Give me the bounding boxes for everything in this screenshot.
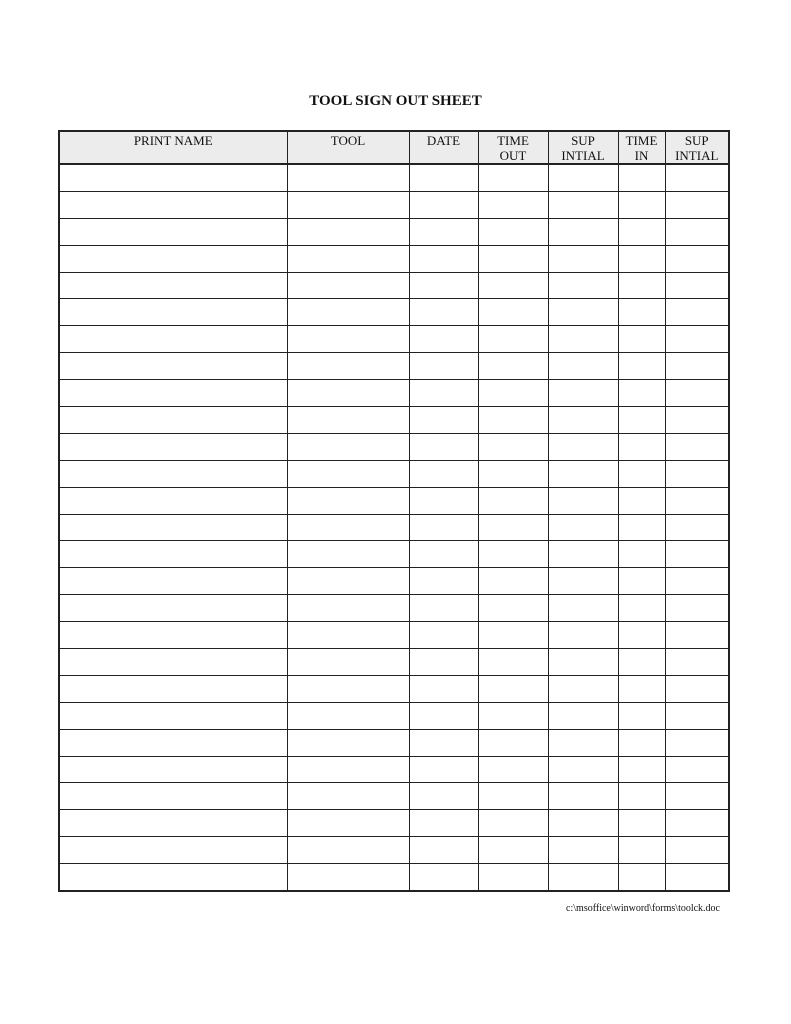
entry-cell[interactable] [478, 191, 548, 218]
entry-cell[interactable] [287, 380, 409, 407]
entry-cell[interactable] [548, 299, 618, 326]
entry-cell[interactable] [665, 622, 729, 649]
entry-cell[interactable] [409, 837, 478, 864]
entry-cell[interactable] [478, 218, 548, 245]
entry-cell[interactable] [618, 514, 665, 541]
entry-cell[interactable] [59, 595, 287, 622]
entry-cell[interactable] [59, 514, 287, 541]
entry-cell[interactable] [618, 622, 665, 649]
entry-cell[interactable] [548, 622, 618, 649]
entry-cell[interactable] [409, 487, 478, 514]
table-row [59, 541, 729, 568]
entry-cell[interactable] [59, 541, 287, 568]
entry-cell[interactable] [478, 568, 548, 595]
entry-cell[interactable] [409, 568, 478, 595]
entry-cell[interactable] [665, 837, 729, 864]
entry-cell[interactable] [548, 675, 618, 702]
entry-cell[interactable] [59, 649, 287, 676]
entry-cell[interactable] [59, 433, 287, 460]
entry-cell[interactable] [548, 649, 618, 676]
entry-cell[interactable] [409, 810, 478, 837]
entry-cell[interactable] [409, 541, 478, 568]
entry-cell[interactable] [409, 729, 478, 756]
entry-cell[interactable] [548, 783, 618, 810]
entry-cell[interactable] [478, 272, 548, 299]
entry-cell[interactable] [665, 756, 729, 783]
header-label: DATE [426, 133, 461, 148]
entry-cell[interactable] [548, 487, 618, 514]
entry-cell[interactable] [59, 756, 287, 783]
entry-cell[interactable] [409, 460, 478, 487]
sign-out-table [58, 130, 730, 892]
entry-cell[interactable] [618, 164, 665, 191]
entry-cell[interactable] [618, 299, 665, 326]
entry-cell[interactable] [409, 649, 478, 676]
entry-cell[interactable] [478, 864, 548, 891]
entry-cell[interactable] [287, 541, 409, 568]
entry-cell[interactable] [548, 353, 618, 380]
entry-cell[interactable] [665, 353, 729, 380]
table-row [59, 514, 729, 541]
entry-cell[interactable] [287, 568, 409, 595]
entry-cell[interactable] [409, 380, 478, 407]
entry-cell[interactable] [478, 460, 548, 487]
entry-cell[interactable] [409, 272, 478, 299]
entry-cell[interactable] [665, 541, 729, 568]
entry-cell[interactable] [665, 649, 729, 676]
header-label: PRINT NAME [133, 133, 213, 148]
table-row [59, 245, 729, 272]
entry-cell[interactable] [665, 164, 729, 191]
entry-cell[interactable] [59, 622, 287, 649]
entry-cell[interactable] [478, 810, 548, 837]
entry-cell[interactable] [287, 864, 409, 891]
entry-cell[interactable] [287, 783, 409, 810]
entry-cell[interactable] [59, 218, 287, 245]
entry-cell[interactable] [665, 245, 729, 272]
entry-cell[interactable] [548, 407, 618, 434]
entry-cell[interactable] [59, 326, 287, 353]
entry-cell[interactable] [618, 756, 665, 783]
entry-cell[interactable] [618, 649, 665, 676]
entry-cell[interactable] [409, 514, 478, 541]
entry-cell[interactable] [665, 380, 729, 407]
file-path-footer: c:\msoffice\winword\forms\toolck.doc [566, 903, 720, 914]
entry-cell[interactable] [478, 702, 548, 729]
entry-cell[interactable] [665, 702, 729, 729]
table-row [59, 353, 729, 380]
table-row [59, 649, 729, 676]
entry-cell[interactable] [618, 326, 665, 353]
entry-cell[interactable] [548, 218, 618, 245]
entry-cell[interactable] [287, 245, 409, 272]
col-tool [287, 131, 409, 164]
entry-cell[interactable] [618, 568, 665, 595]
entry-cell[interactable] [618, 541, 665, 568]
entry-cell[interactable] [478, 729, 548, 756]
table-row [59, 675, 729, 702]
entry-cell[interactable] [618, 783, 665, 810]
entry-cell[interactable] [287, 675, 409, 702]
col-time-out [478, 131, 548, 164]
entry-cell[interactable] [287, 407, 409, 434]
entry-cell[interactable] [409, 622, 478, 649]
entry-cell[interactable] [287, 810, 409, 837]
entry-cell[interactable] [287, 649, 409, 676]
entry-cell[interactable] [618, 460, 665, 487]
entry-cell[interactable] [287, 487, 409, 514]
entry-cell[interactable] [548, 729, 618, 756]
entry-cell[interactable] [59, 245, 287, 272]
entry-cell[interactable] [59, 783, 287, 810]
entry-cell[interactable] [287, 460, 409, 487]
entry-cell[interactable] [478, 541, 548, 568]
col-date [409, 131, 478, 164]
entry-cell[interactable] [409, 433, 478, 460]
table-row [59, 729, 729, 756]
entry-cell[interactable] [478, 164, 548, 191]
table-row [59, 191, 729, 218]
table-row [59, 810, 729, 837]
header-label: TIME [625, 133, 658, 148]
entry-cell[interactable] [665, 864, 729, 891]
entry-cell[interactable] [548, 326, 618, 353]
col-time-in [618, 131, 665, 164]
entry-cell[interactable] [548, 810, 618, 837]
table-body [59, 164, 729, 891]
entry-cell[interactable] [287, 595, 409, 622]
entry-cell[interactable] [409, 245, 478, 272]
entry-cell[interactable] [287, 433, 409, 460]
table-row [59, 595, 729, 622]
entry-cell[interactable] [618, 218, 665, 245]
col-sup-initial-in [665, 131, 729, 164]
entry-cell[interactable] [665, 729, 729, 756]
entry-cell[interactable] [59, 810, 287, 837]
entry-cell[interactable] [409, 675, 478, 702]
entry-cell[interactable] [665, 191, 729, 218]
entry-cell[interactable] [478, 783, 548, 810]
entry-cell[interactable] [287, 514, 409, 541]
entry-cell[interactable] [287, 353, 409, 380]
entry-cell[interactable] [618, 433, 665, 460]
entry-cell[interactable] [59, 702, 287, 729]
entry-cell[interactable] [618, 675, 665, 702]
entry-cell[interactable] [59, 272, 287, 299]
table-row [59, 272, 729, 299]
entry-cell[interactable] [548, 837, 618, 864]
entry-cell[interactable] [665, 326, 729, 353]
entry-cell[interactable] [548, 756, 618, 783]
entry-cell[interactable] [548, 541, 618, 568]
entry-cell[interactable] [409, 353, 478, 380]
entry-cell[interactable] [478, 622, 548, 649]
entry-cell[interactable] [665, 218, 729, 245]
header-label: SUP [571, 133, 595, 148]
header-label: TIME [497, 133, 529, 148]
entry-cell[interactable] [478, 595, 548, 622]
entry-cell[interactable] [618, 729, 665, 756]
entry-cell[interactable] [478, 675, 548, 702]
entry-cell[interactable] [478, 245, 548, 272]
entry-cell[interactable] [59, 460, 287, 487]
header-label: IN [634, 148, 649, 163]
entry-cell[interactable] [618, 407, 665, 434]
entry-cell[interactable] [478, 380, 548, 407]
entry-cell[interactable] [287, 218, 409, 245]
entry-cell[interactable] [665, 487, 729, 514]
entry-cell[interactable] [59, 299, 287, 326]
table-row [59, 407, 729, 434]
entry-cell[interactable] [59, 864, 287, 891]
entry-cell[interactable] [548, 702, 618, 729]
entry-cell[interactable] [665, 810, 729, 837]
entry-cell[interactable] [665, 299, 729, 326]
entry-cell[interactable] [618, 864, 665, 891]
entry-cell[interactable] [618, 810, 665, 837]
header-label: TOOL [330, 133, 366, 148]
header-label: OUT [499, 148, 527, 163]
entry-cell[interactable] [409, 783, 478, 810]
entry-cell[interactable] [548, 460, 618, 487]
entry-cell[interactable] [618, 380, 665, 407]
entry-cell[interactable] [665, 460, 729, 487]
table-row [59, 460, 729, 487]
entry-cell[interactable] [548, 595, 618, 622]
header-label: INTIAL [561, 148, 605, 163]
entry-cell[interactable] [548, 164, 618, 191]
col-sup-initial-out [548, 131, 618, 164]
entry-cell[interactable] [409, 756, 478, 783]
entry-cell[interactable] [665, 433, 729, 460]
entry-cell[interactable] [478, 326, 548, 353]
table-row [59, 218, 729, 245]
table-row [59, 756, 729, 783]
entry-cell[interactable] [59, 407, 287, 434]
entry-cell[interactable] [548, 380, 618, 407]
table-row [59, 702, 729, 729]
entry-cell[interactable] [618, 702, 665, 729]
entry-cell[interactable] [287, 837, 409, 864]
entry-cell[interactable] [287, 164, 409, 191]
entry-cell[interactable] [409, 299, 478, 326]
entry-cell[interactable] [478, 756, 548, 783]
entry-cell[interactable] [665, 514, 729, 541]
entry-cell[interactable] [665, 407, 729, 434]
entry-cell[interactable] [409, 864, 478, 891]
entry-cell[interactable] [59, 164, 287, 191]
entry-cell[interactable] [618, 272, 665, 299]
entry-cell[interactable] [478, 649, 548, 676]
page-title: TOOL SIGN OUT SHEET [309, 93, 482, 109]
table-row [59, 380, 729, 407]
header-row [59, 131, 729, 164]
entry-cell[interactable] [548, 864, 618, 891]
entry-cell[interactable] [59, 380, 287, 407]
entry-cell[interactable] [548, 514, 618, 541]
entry-cell[interactable] [618, 353, 665, 380]
entry-cell[interactable] [59, 675, 287, 702]
entry-cell[interactable] [409, 164, 478, 191]
entry-cell[interactable] [548, 272, 618, 299]
entry-cell[interactable] [618, 487, 665, 514]
table-row [59, 568, 729, 595]
table-row [59, 326, 729, 353]
entry-cell[interactable] [287, 622, 409, 649]
entry-cell[interactable] [287, 729, 409, 756]
entry-cell[interactable] [409, 595, 478, 622]
table-row [59, 864, 729, 891]
table-row [59, 622, 729, 649]
entry-cell[interactable] [409, 218, 478, 245]
entry-cell[interactable] [618, 245, 665, 272]
table-row [59, 164, 729, 191]
entry-cell[interactable] [548, 191, 618, 218]
entry-cell[interactable] [287, 702, 409, 729]
entry-cell[interactable] [665, 675, 729, 702]
entry-cell[interactable] [478, 299, 548, 326]
header-label: INTIAL [675, 148, 719, 163]
entry-cell[interactable] [287, 326, 409, 353]
col-print-name [59, 131, 287, 164]
entry-cell[interactable] [618, 191, 665, 218]
table-row [59, 299, 729, 326]
table-row [59, 487, 729, 514]
entry-cell[interactable] [59, 568, 287, 595]
entry-cell[interactable] [478, 433, 548, 460]
entry-cell[interactable] [548, 433, 618, 460]
entry-cell[interactable] [478, 407, 548, 434]
entry-cell[interactable] [59, 729, 287, 756]
entry-cell[interactable] [409, 702, 478, 729]
entry-cell[interactable] [478, 514, 548, 541]
entry-cell[interactable] [287, 299, 409, 326]
entry-cell[interactable] [618, 595, 665, 622]
entry-cell[interactable] [478, 353, 548, 380]
entry-cell[interactable] [478, 487, 548, 514]
entry-cell[interactable] [409, 407, 478, 434]
entry-cell[interactable] [59, 487, 287, 514]
entry-cell[interactable] [409, 191, 478, 218]
table-row [59, 433, 729, 460]
entry-cell[interactable] [665, 568, 729, 595]
entry-cell[interactable] [665, 783, 729, 810]
entry-cell[interactable] [287, 756, 409, 783]
table-row [59, 783, 729, 810]
entry-cell[interactable] [618, 837, 665, 864]
entry-cell[interactable] [287, 191, 409, 218]
entry-cell[interactable] [665, 272, 729, 299]
entry-cell[interactable] [548, 568, 618, 595]
entry-cell[interactable] [287, 272, 409, 299]
entry-cell[interactable] [409, 326, 478, 353]
entry-cell[interactable] [59, 353, 287, 380]
entry-cell[interactable] [59, 837, 287, 864]
entry-cell[interactable] [478, 837, 548, 864]
table-row [59, 837, 729, 864]
entry-cell[interactable] [665, 595, 729, 622]
header-label: SUP [684, 133, 709, 148]
entry-cell[interactable] [548, 245, 618, 272]
entry-cell[interactable] [59, 191, 287, 218]
